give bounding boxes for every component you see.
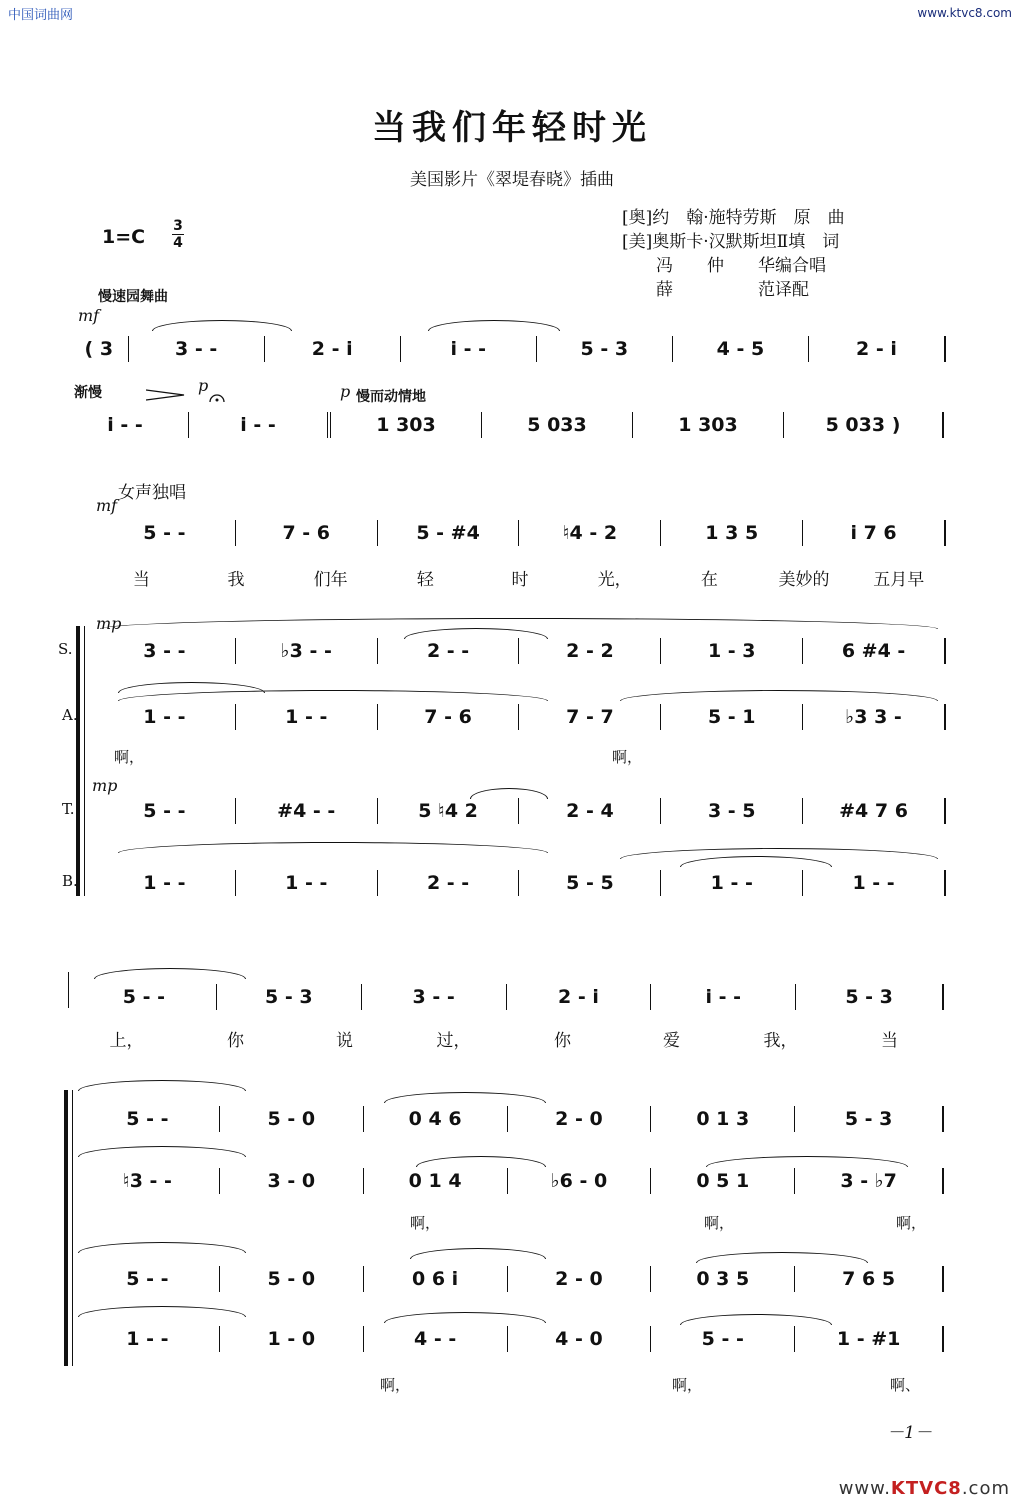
- measure: 2 - 2: [519, 638, 661, 664]
- lyric-syllable: 说: [336, 1031, 353, 1051]
- measure: 2 - i: [507, 984, 652, 1010]
- slur: [384, 1312, 546, 1323]
- lyric-syllable: 时: [511, 570, 529, 590]
- slur: [706, 1156, 908, 1167]
- measure: 5 - -: [94, 798, 236, 824]
- measure: 1 - -: [94, 870, 236, 896]
- measure: 5 - 3: [795, 1106, 944, 1132]
- measure: 3 - -: [94, 638, 236, 664]
- measure: 3 - 5: [661, 798, 803, 824]
- measure: i - -: [189, 412, 331, 438]
- measure: 1 - 3: [661, 638, 803, 664]
- measure: 5 - -: [76, 1266, 220, 1292]
- lyric-syllable: 轻: [416, 570, 434, 590]
- tempo-marking: 慢而动情地: [356, 389, 426, 405]
- measure: 0 5 1: [651, 1168, 795, 1194]
- tenor-line-2: [76, 1266, 944, 1292]
- footer-pre: www.: [838, 1478, 891, 1499]
- measure: i - -: [401, 336, 537, 362]
- solo-line-2: [72, 984, 944, 1010]
- lyric-syllable: 当: [132, 570, 150, 590]
- part-label-bass: B.: [62, 872, 78, 890]
- measure: 0 3 5: [651, 1266, 795, 1292]
- bass-line-1: [94, 870, 946, 896]
- credits-block: [622, 206, 845, 302]
- key-signature: 1=C: [102, 226, 146, 248]
- slur: [696, 1252, 868, 1263]
- measure: 7 - 6: [378, 704, 520, 730]
- lyric-syllable: 爱: [663, 1031, 680, 1051]
- measure: 3 - ♭7: [795, 1168, 944, 1194]
- slur: [78, 1242, 246, 1253]
- lyric-syllable: 你: [554, 1031, 571, 1051]
- measure: 2 - -: [378, 870, 520, 896]
- measure: 1 - -: [94, 704, 236, 730]
- lyric-syllable: 我，: [763, 1031, 798, 1051]
- lyric-line: [72, 1026, 944, 1051]
- soprano-line-2: [76, 1106, 944, 1132]
- slur: [416, 1156, 546, 1167]
- measure: 4 - 5: [673, 336, 809, 362]
- intro-line-2: [62, 412, 946, 438]
- credit-line: 冯 仲 华编合唱: [622, 256, 826, 276]
- measure: 3 - -: [129, 336, 265, 362]
- measure: 1 - 0: [220, 1326, 364, 1352]
- bass-lyric: 啊，: [380, 1376, 411, 1394]
- dynamic-mp: mp: [92, 776, 118, 795]
- slur: [118, 842, 548, 853]
- measure: 1 - -: [236, 704, 378, 730]
- lyric-syllable: 在: [700, 570, 718, 590]
- choir-bracket: [64, 1090, 68, 1366]
- alto-lyric: 啊，: [896, 1214, 927, 1232]
- measure: 5 - #4: [378, 520, 520, 546]
- part-label-tenor: T.: [62, 800, 75, 818]
- measure: 4 - -: [364, 1326, 508, 1352]
- lyric-line: [94, 565, 946, 590]
- measure: 5 - 5: [519, 870, 661, 896]
- measure: 7 6 5: [795, 1266, 944, 1292]
- measure: 0 6 i: [364, 1266, 508, 1292]
- measure: 0 1 4: [364, 1168, 508, 1194]
- page-number: －1－: [887, 1423, 932, 1443]
- measure: 1 303: [331, 412, 482, 438]
- measure: i 7 6: [803, 520, 946, 546]
- slur: [620, 690, 938, 701]
- measure: 5 033: [482, 412, 633, 438]
- measure: 2 - 4: [519, 798, 661, 824]
- lyric-syllable: 过，: [436, 1031, 471, 1051]
- measure: 5 - 3: [217, 984, 362, 1010]
- credit-line: [奥]约 翰·施特劳斯 原 曲: [622, 208, 845, 228]
- lyric-syllable: 当: [881, 1031, 898, 1051]
- measure: ♭3 - -: [236, 638, 378, 664]
- dynamic-p: p: [198, 376, 209, 395]
- choir-brace-line: [72, 1090, 73, 1366]
- site-watermark-right: www.ktvc8.com: [917, 6, 1012, 20]
- alto-lyric: 啊，: [704, 1214, 735, 1232]
- lyric-syllable: 你: [227, 1031, 244, 1051]
- measure: 6 #4 -: [803, 638, 946, 664]
- measure: 2 - i: [809, 336, 946, 362]
- lyric-syllable: 们年: [313, 570, 348, 590]
- lyric-syllable: 光，: [597, 570, 632, 590]
- measure: #4 7 6: [803, 798, 946, 824]
- measure: ♮4 - 2: [519, 520, 661, 546]
- lyric-syllable: 上，: [109, 1031, 144, 1051]
- measure: 5 - -: [94, 520, 236, 546]
- song-subtitle: 美国影片《翠堤春晓》插曲: [410, 170, 614, 190]
- slur: [152, 320, 292, 331]
- measure: ♭6 - 0: [508, 1168, 652, 1194]
- measure: 3 - 0: [220, 1168, 364, 1194]
- solo-label: 女声独唱: [118, 483, 186, 503]
- measure: 0 1 3: [651, 1106, 795, 1132]
- footer-watermark: [839, 1478, 1010, 1499]
- slur: [78, 1146, 246, 1157]
- slur: [78, 1306, 246, 1317]
- choir-bracket: [76, 626, 80, 896]
- alto-lyric: 啊，: [410, 1214, 441, 1232]
- measure: 1 - -: [76, 1326, 220, 1352]
- measure: 5 033 ): [784, 412, 944, 438]
- measure: 7 - 7: [519, 704, 661, 730]
- alto-lyric: 啊，: [114, 748, 145, 766]
- dynamic-mp: mp: [96, 614, 122, 633]
- measure: 1 - -: [661, 870, 803, 896]
- measure: 5 - 0: [220, 1106, 364, 1132]
- measure: ( 3: [70, 336, 129, 362]
- dynamic-mf: mf: [96, 496, 118, 515]
- measure: 3 - -: [362, 984, 507, 1010]
- measure: 1 3 5: [661, 520, 803, 546]
- measure: ♮3 - -: [76, 1168, 220, 1194]
- dynamic-p: p: [340, 382, 351, 401]
- measure: 2 - -: [378, 638, 520, 664]
- song-title: 当我们年轻时光: [372, 108, 652, 148]
- measure: 4 - 0: [508, 1326, 652, 1352]
- measure: #4 - -: [236, 798, 378, 824]
- footer-post: .com: [961, 1478, 1010, 1499]
- measure: 5 - -: [76, 1106, 220, 1132]
- slur: [94, 968, 246, 979]
- system-start-line: [68, 972, 69, 1008]
- slur: [78, 1080, 246, 1091]
- slur: [680, 1314, 832, 1325]
- slur: [410, 1248, 546, 1259]
- measure: 2 - i: [265, 336, 401, 362]
- slur: [428, 320, 560, 331]
- credit-line: 薛 范译配: [622, 280, 809, 300]
- measure: 5 - 0: [220, 1266, 364, 1292]
- measure: i - -: [62, 412, 189, 438]
- measure: 2 - 0: [508, 1266, 652, 1292]
- part-label-alto: A.: [62, 706, 78, 724]
- measure: 2 - 0: [508, 1106, 652, 1132]
- solo-line-1: [94, 520, 946, 546]
- alto-line-2: [76, 1168, 944, 1194]
- choir-brace-line: [84, 626, 85, 896]
- site-watermark-left: 中国词曲网: [8, 8, 74, 23]
- alto-line-1: [94, 704, 946, 730]
- decrescendo-icon: [146, 388, 186, 402]
- lyric-syllable: 我: [227, 570, 245, 590]
- measure: 5 - 3: [537, 336, 673, 362]
- measure: 5 - 3: [796, 984, 944, 1010]
- time-sig-bottom: 4: [173, 235, 183, 251]
- tempo-ritardando: 渐慢: [74, 385, 102, 401]
- measure: 1 - -: [803, 870, 946, 896]
- measure: ♭3 3 -: [803, 704, 946, 730]
- part-label-soprano: S.: [58, 640, 73, 658]
- time-sig-top: 3: [173, 218, 183, 234]
- fermata-icon: [208, 392, 226, 404]
- lyric-syllable: 美妙的: [778, 570, 830, 590]
- credit-line: [美]奥斯卡·汉默斯坦Ⅱ填 词: [622, 232, 840, 252]
- bass-lyric: 啊，: [672, 1376, 703, 1394]
- measure: 5 - -: [72, 984, 217, 1010]
- bass-lyric: 啊、: [890, 1376, 921, 1394]
- measure: 5 ♮4 2: [378, 798, 520, 824]
- lyric-syllable: 五月早: [873, 570, 925, 590]
- intro-line-1: [70, 336, 946, 362]
- footer-brand: KTVC8: [890, 1478, 962, 1499]
- measure: 1 - -: [236, 870, 378, 896]
- measure: i - -: [651, 984, 796, 1010]
- measure: 0 4 6: [364, 1106, 508, 1132]
- tempo-marking: 慢速园舞曲: [98, 289, 168, 305]
- measure: 5 - -: [651, 1326, 795, 1352]
- measure: 5 - 1: [661, 704, 803, 730]
- measure: 1 303: [633, 412, 784, 438]
- measure: 7 - 6: [236, 520, 378, 546]
- slur: [100, 618, 938, 629]
- soprano-line-1: [94, 638, 946, 664]
- bass-line-2: [76, 1326, 944, 1352]
- dynamic-mf: mf: [78, 306, 100, 325]
- alto-lyric: 啊，: [612, 748, 643, 766]
- measure: 1 - #1: [795, 1326, 944, 1352]
- slur: [384, 1092, 546, 1103]
- tenor-line-1: [94, 798, 946, 824]
- time-signature: [172, 218, 184, 251]
